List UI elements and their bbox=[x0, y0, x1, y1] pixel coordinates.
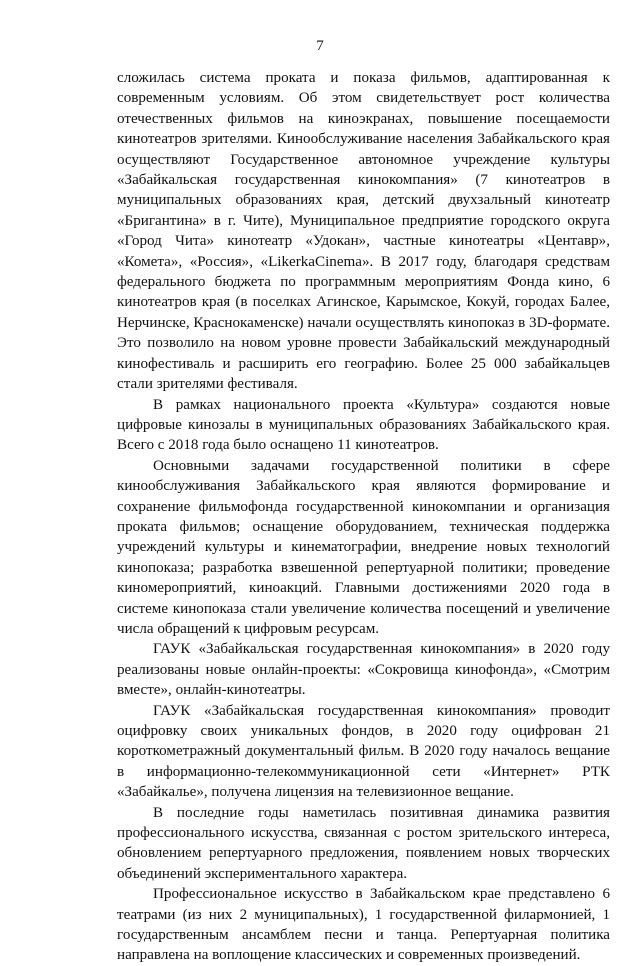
paragraph-national-project: В рамках национального проекта «Культура» создаются новые цифровые кинозалы в муниципальных образованиях Забайкальского края. Всего с 2018 года было оснащено 11 кинотеатров. bbox=[117, 396, 610, 454]
paragraph-online-projects: ГАУК «Забайкальская государственная кинокомпания» в 2020 году реализованы новые онлайн-проекты: «Сокровища кинофонда», «Смотрим вместе», онлайн-кинотеатры. bbox=[117, 641, 610, 699]
paragraph-digitization: ГАУК «Забайкальская государственная кинокомпания» проводит оцифровку своих уникальных фондов, в 2020 году оцифрован 21 короткометражный документальный фильм. В 2020 году началось вещание в информационно-телекоммуникационной сети «Интернет» РТК «Забайкалье», получена лицензия на телевизионное вещание. bbox=[117, 702, 610, 801]
page-number: 7 bbox=[316, 38, 324, 54]
paragraph-professional-art-dynamics: В последние годы наметилась позитивная динамика развития профессионального искусства, связанная с ростом зрительского интереса, обновлением репертуарного предложения, появлением новых творческих объединений экспериментального характера. bbox=[117, 804, 610, 882]
paragraph-cinema-network: сложилась система проката и показа фильмов, адаптированная к современным условиям. Об этом свидетельствует рост количества отечественных фильмов на киноэкранах, повышение посещаемости кинотеатров зрителями. Кинообслуживание населения Забайкальского края осуществляют Государственное автономное учреждение культуры «Забайкальская государственная кинокомпания» (7 кинотеатров в муниципальных образованиях края, детский двухзальный кинотеатр «Бригантина» в г. Чите), Муниципальное предприятие городского округа «Город Чита» кинотеатр «Удокан», частные кинотеатры «Центавр», «Комета», «Россия», «LikerkaCinema». В 2017 году, благодаря средствам федерального бюджета по программным мероприятиям Фонда кино, 6 кинотеатров края (в поселках Агинское, Карымское, Кокуй, городах Балее, Нерчинске, Краснокаменске) начали осуществлять кинопоказ в 3D-формате. Это позволило на новом уровне провести Забайкальский международный кинофестиваль и расширить его географию. Более 25 000 забайкальцев стали зрителями фестиваля. bbox=[117, 70, 610, 393]
paragraph-policy-tasks: Основными задачами государственной политики в сфере кинообслуживания Забайкальского края являются формирование и сохранение фильмофонда государственной кинокомпании и организация проката фильмов; оснащение оборудованием, техническая поддержка учреждений культуры и кинематографии, внедрение новых технологий кинопоказа; разработка взвешенной репертуарной политики; проведение киномероприятий, киноакций. Главными достижениями 2020 года в системе кинопоказа стали увеличение количества посещений и увеличение числа обращений к цифровым ресурсам. bbox=[117, 457, 610, 637]
document-body bbox=[117, 68, 610, 966]
paragraph-theatres: Профессиональное искусство в Забайкальском крае представлено 6 театрами (из них 2 муниципальных), 1 государственной филармонией, 1 государственным ансамблем песни и танца. Репертуарная политика направлена на воплощение классических и современных произведений. bbox=[117, 886, 610, 964]
